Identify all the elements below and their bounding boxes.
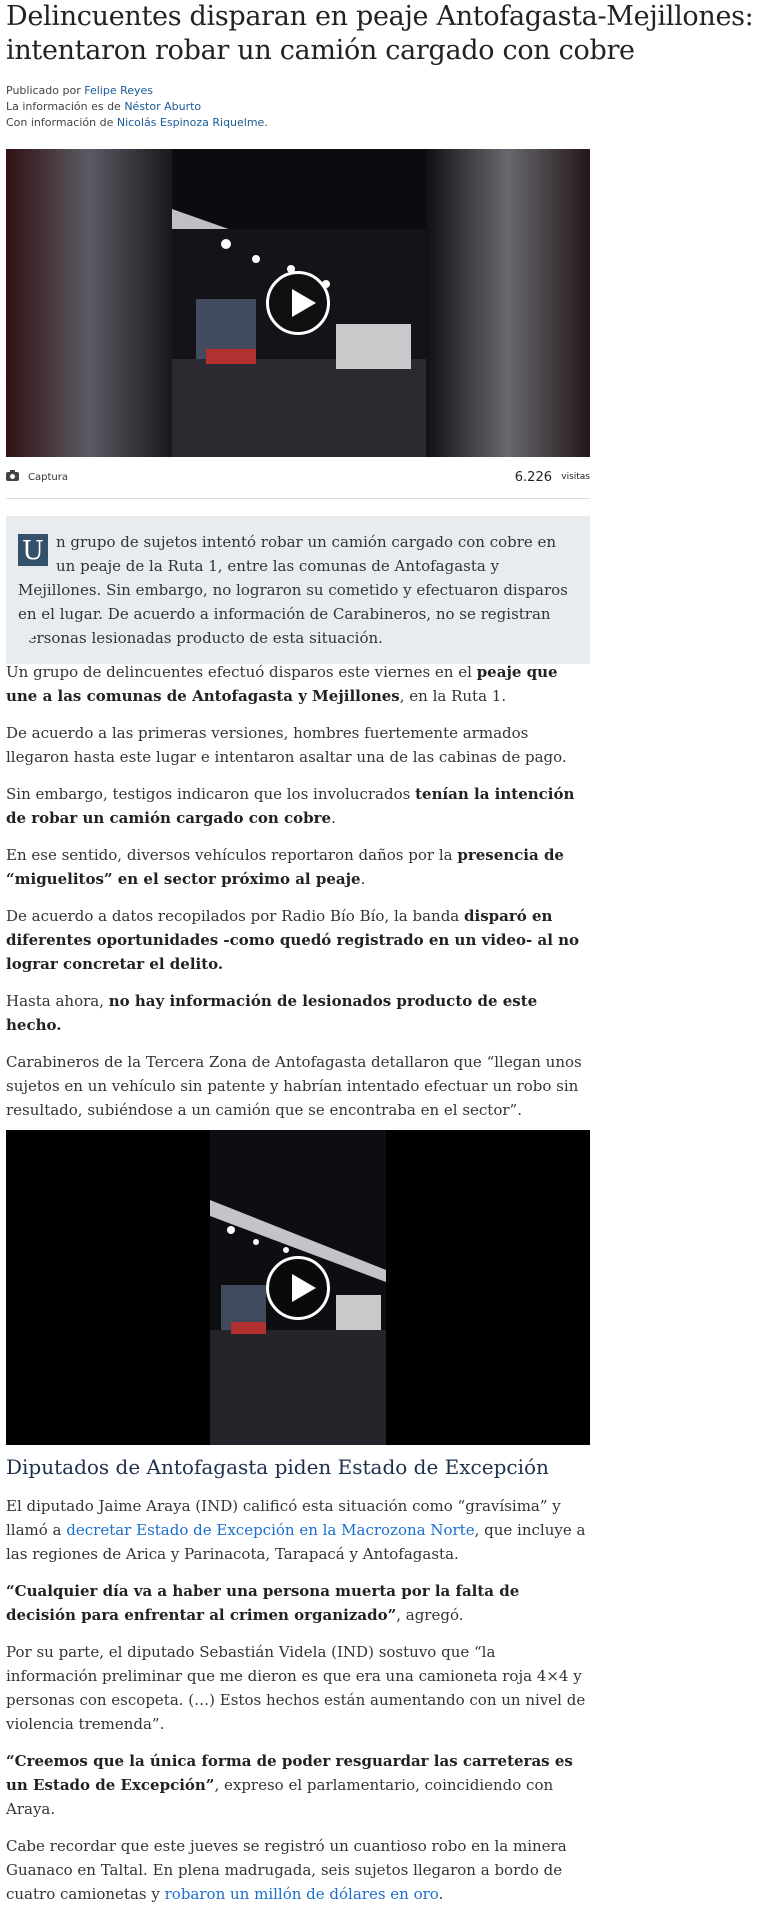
author-link[interactable]: Felipe Reyes xyxy=(84,84,154,97)
paragraph: “Cualquier día va a haber una persona muerta por la falta de decisión para enfrentar al crimen organizado”, agregó. xyxy=(6,1582,520,1624)
paragraph: Hasta ahora, no hay información de lesionados producto de este hecho. xyxy=(6,992,538,1034)
drop-cap: U xyxy=(18,534,48,566)
byline-info: La información es de Néstor Aburto xyxy=(6,100,202,113)
paragraph: “Creemos que la única forma de poder resguardar las carreteras es un Estado de Excepción”, expreso el parlamentario, coincidiendo con Araya. xyxy=(6,1752,573,1818)
paragraph: Cabe recordar que este jueves se registró un cuantioso robo en la minera Guanaco en Taltal. En plena madrugada, seis sujetos llegaron a bordo de cuatro camionetas y robaron un millón de dólares en oro. xyxy=(6,1837,567,1903)
paragraph: Por su parte, el diputado Sebastián Videla (IND) sostuvo que “la información preliminar que me dieron es que era una camioneta roja 4×4 y personas con escopeta. (…) Estos hechos están aumentando con un nivel de violencia tremenda”. xyxy=(6,1643,586,1733)
paragraph: Sin embargo, testigos indicaron que los involucrados tenían la intención de robar un camión cargado con cobre. xyxy=(6,785,575,827)
lead-text: n grupo de sujetos intentó robar un camión cargado con cobre en un peaje de la Ruta 1, entre las comunas de Antofagasta y Mejillones. Sin embargo, no lograron su cometido y efectuaron disparos en el lugar. De acuerdo a información de Carabineros, no se registran personas lesionadas producto de esta situación. xyxy=(18,533,568,647)
section-heading: Diputados de Antofagasta piden Estado de Excepción xyxy=(6,1455,549,1479)
byline-published: Publicado por Felipe Reyes xyxy=(6,84,154,97)
paragraph: Un grupo de delincuentes efectuó disparos este viernes en el peaje que une a las comunas de Antofagasta y Mejillones, en la Ruta 1. xyxy=(6,663,558,705)
article-title: Delincuentes disparan en peaje Antofagasta-Mejillones: intentaron robar un camión cargado con cobre xyxy=(6,1,754,66)
byline-contributor: Con información de Nicolás Espinoza Riquelme. xyxy=(6,116,268,129)
robo-oro-link[interactable]: robaron un millón de dólares en oro xyxy=(164,1885,439,1903)
paragraph: En ese sentido, diversos vehículos reportaron daños por la presencia de “miguelitos” en el sector próximo al peaje. xyxy=(6,846,564,888)
image-caption: Captura xyxy=(28,472,68,483)
play-button[interactable] xyxy=(266,271,330,335)
paragraph: Carabineros de la Tercera Zona de Antofagasta detallaron que “llegan unos sujetos en un vehículo sin patente y habrían intentado efectuar un robo sin resultado, subiéndose a un camión que se encontraba en el sector”. xyxy=(6,1053,582,1119)
visits-count: 6.226 xyxy=(514,470,552,485)
contributor-link[interactable]: Nicolás Espinoza Riquelme xyxy=(116,116,265,129)
paragraph: De acuerdo a las primeras versiones, hombres fuertemente armados llegaron hasta este lugar e intentaron asaltar una de las cabinas de pago. xyxy=(6,724,567,766)
paragraph: De acuerdo a datos recopilados por Radio Bío Bío, la banda disparó en diferentes oportunidades -como quedó registrado en un video- al no lograr concretar el delito. xyxy=(6,907,580,973)
lead-tail xyxy=(18,634,36,652)
video-player-2[interactable] xyxy=(6,1130,590,1445)
lead-summary xyxy=(6,516,590,664)
byline xyxy=(6,83,268,131)
video-player[interactable] xyxy=(6,149,590,457)
visits-label: visitas xyxy=(561,472,590,482)
article-body-2 xyxy=(6,1452,591,1919)
reporter-link[interactable]: Néstor Aburto xyxy=(124,100,202,113)
estado-excepcion-link[interactable]: decretar Estado de Excepción en la Macrozona Norte xyxy=(66,1521,475,1539)
paragraph: El diputado Jaime Araya (IND) calificó esta situación como “gravísima” y llamó a decretar Estado de Excepción en la Macrozona Norte, que incluye a las regiones de Arica y Parinacota, Tarapacá y Antofagasta. xyxy=(6,1497,586,1563)
play-button-2[interactable] xyxy=(266,1256,330,1320)
media-caption-bar xyxy=(6,460,590,499)
camera-icon xyxy=(6,472,19,481)
